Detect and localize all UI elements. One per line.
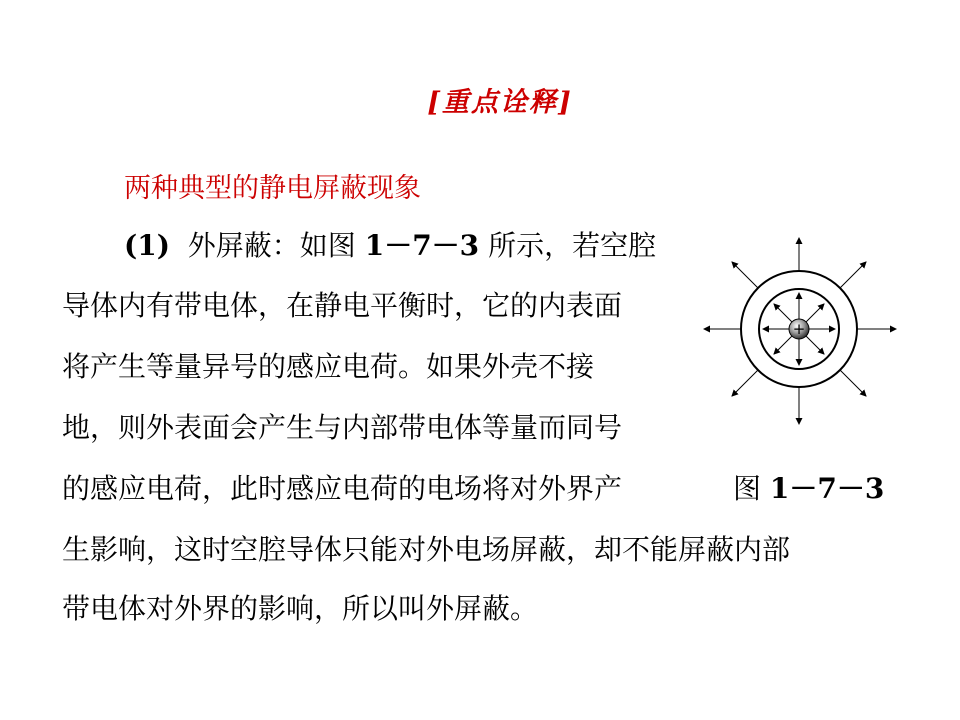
topic-title: 两种典型的静电屏蔽现象 (124, 173, 421, 204)
positive-charge-sign: + (792, 320, 806, 338)
shielding-diagram (698, 234, 900, 430)
paragraph-line-3: 将产生等量异号的感应电荷。如果外壳不接 (62, 350, 595, 383)
item-number: (1) (124, 229, 170, 262)
line-1-text: 外屏蔽：如图 (187, 229, 356, 262)
caption-prefix: 图 (733, 472, 762, 505)
line-1-tail: 所示，若空腔 (488, 229, 657, 262)
paragraph-line-1 (124, 230, 656, 262)
paragraph-line-2: 导体内有带电体，在静电平衡时，它的内表面 (62, 289, 623, 322)
paragraph-line-6: 生影响，这时空腔导体只能对外电场屏蔽，却不能屏蔽内部 (62, 533, 791, 566)
section-heading: [重点诠释] (427, 87, 573, 118)
paragraph-line-5: 的感应电荷，此时感应电荷的电场将对外界产 (62, 472, 623, 505)
paragraph-line-4: 地，则外表面会产生与内部带电体等量而同号 (62, 411, 623, 444)
caption-number: 1－7－3 (769, 472, 885, 505)
figure-reference: 1－7－3 (364, 229, 480, 262)
figure-caption (733, 473, 884, 505)
paragraph-line-7: 带电体对外界的影响，所以叫外屏蔽。 (62, 592, 539, 625)
